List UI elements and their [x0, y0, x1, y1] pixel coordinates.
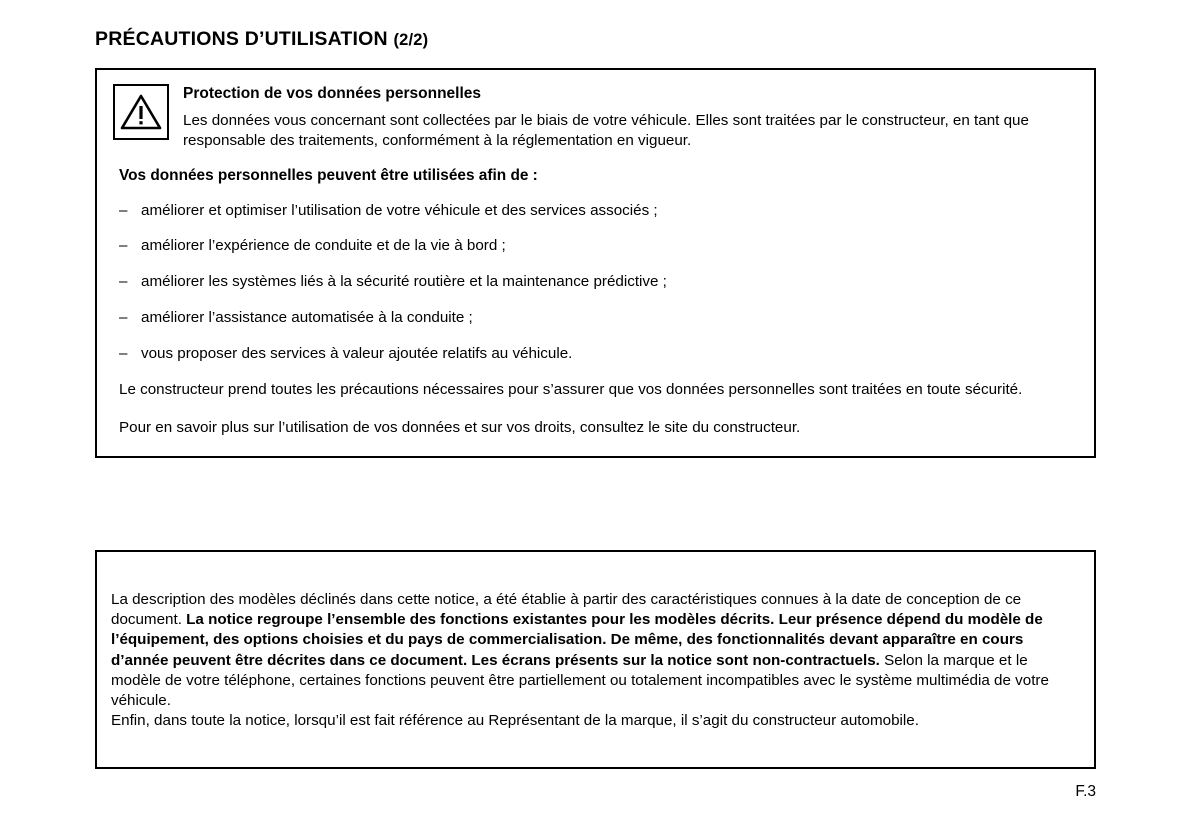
list-item — [109, 308, 1082, 328]
privacy-notice-box — [95, 68, 1096, 458]
privacy-intro: Les données vous concernant sont collectées par le biais de votre véhicule. Elles sont traitées par le constructeur, en tant que responsable des traitements, conformément à la réglementation en vigueur. — [183, 111, 1029, 149]
list-item — [109, 201, 1082, 221]
list-item-label: améliorer l’expérience de conduite et de la vie à bord ; — [141, 237, 506, 255]
privacy-lead: Vos données personnelles peuvent être utilisées afin de : — [119, 166, 538, 184]
bullet-marker: – — [119, 237, 128, 255]
list-item — [109, 236, 1082, 256]
bullet-marker: – — [119, 273, 128, 291]
privacy-heading: Protection de vos données personnelles — [183, 85, 482, 102]
warning-triangle-icon — [113, 84, 169, 140]
bullet-marker: – — [119, 201, 128, 219]
bullet-marker: – — [119, 308, 128, 326]
disclaimer-text-bold: La notice regroupe l’ensemble des fonctions existantes pour les modèles décrits. Leur présence dépend du modèle de l’équipement, des options choisies et du pays de commercialisation. De même, des fonctionnalités devant apparaître en cours d’année peuvent être décrites dans ce document. Les écrans présents sur la notice sont non-contractuels. — [111, 611, 1043, 669]
disclaimer-text-part-1: La description des modèles déclinés dans cette notice, a été établie à partir des caractéristiques connues à la date de conception de ce document. — [111, 591, 1022, 629]
list-item-label: améliorer les systèmes liés à la sécurité routière et la maintenance prédictive ; — [141, 273, 667, 291]
list-item — [109, 272, 1082, 292]
list-item — [109, 344, 1082, 364]
privacy-bullet-list — [109, 201, 1082, 364]
privacy-paragraph-2: Pour en savoir plus sur l’utilisation de vos données et sur vos droits, consultez le site du constructeur. — [119, 418, 801, 436]
warning-text-block — [183, 84, 1082, 151]
privacy-paragraph-1: Le constructeur prend toutes les précautions nécessaires pour s’assurer que vos données personnelles sont traitées en toute sécurité. — [119, 381, 1023, 399]
bullet-marker: – — [119, 344, 128, 362]
disclaimer-box — [95, 550, 1096, 769]
list-item-label: vous proposer des services à valeur ajoutée relatifs au véhicule. — [141, 344, 573, 362]
disclaimer-text-part-2: Selon la marque et le modèle de votre téléphone, certaines fonctions peuvent être partiellement ou totalement incompatibles avec le système multimédia de votre véhicule. — [111, 651, 1049, 710]
warning-row — [109, 84, 1082, 151]
page-indicator: (2/2) — [393, 31, 429, 49]
list-item-label: améliorer et optimiser l’utilisation de votre véhicule et des services associés ; — [141, 201, 658, 219]
page-title — [95, 28, 428, 51]
disclaimer-last-line: Enfin, dans toute la notice, lorsqu’il est fait référence au Représentant de la marque, il s’agit du constructeur automobile. — [111, 712, 919, 730]
disclaimer-paragraph — [111, 590, 1076, 711]
page-title-text: PRÉCAUTIONS D’UTILISATION — [95, 28, 388, 50]
page-folio: F.3 — [1075, 783, 1096, 800]
list-item-label: améliorer l’assistance automatisée à la conduite ; — [141, 308, 473, 326]
